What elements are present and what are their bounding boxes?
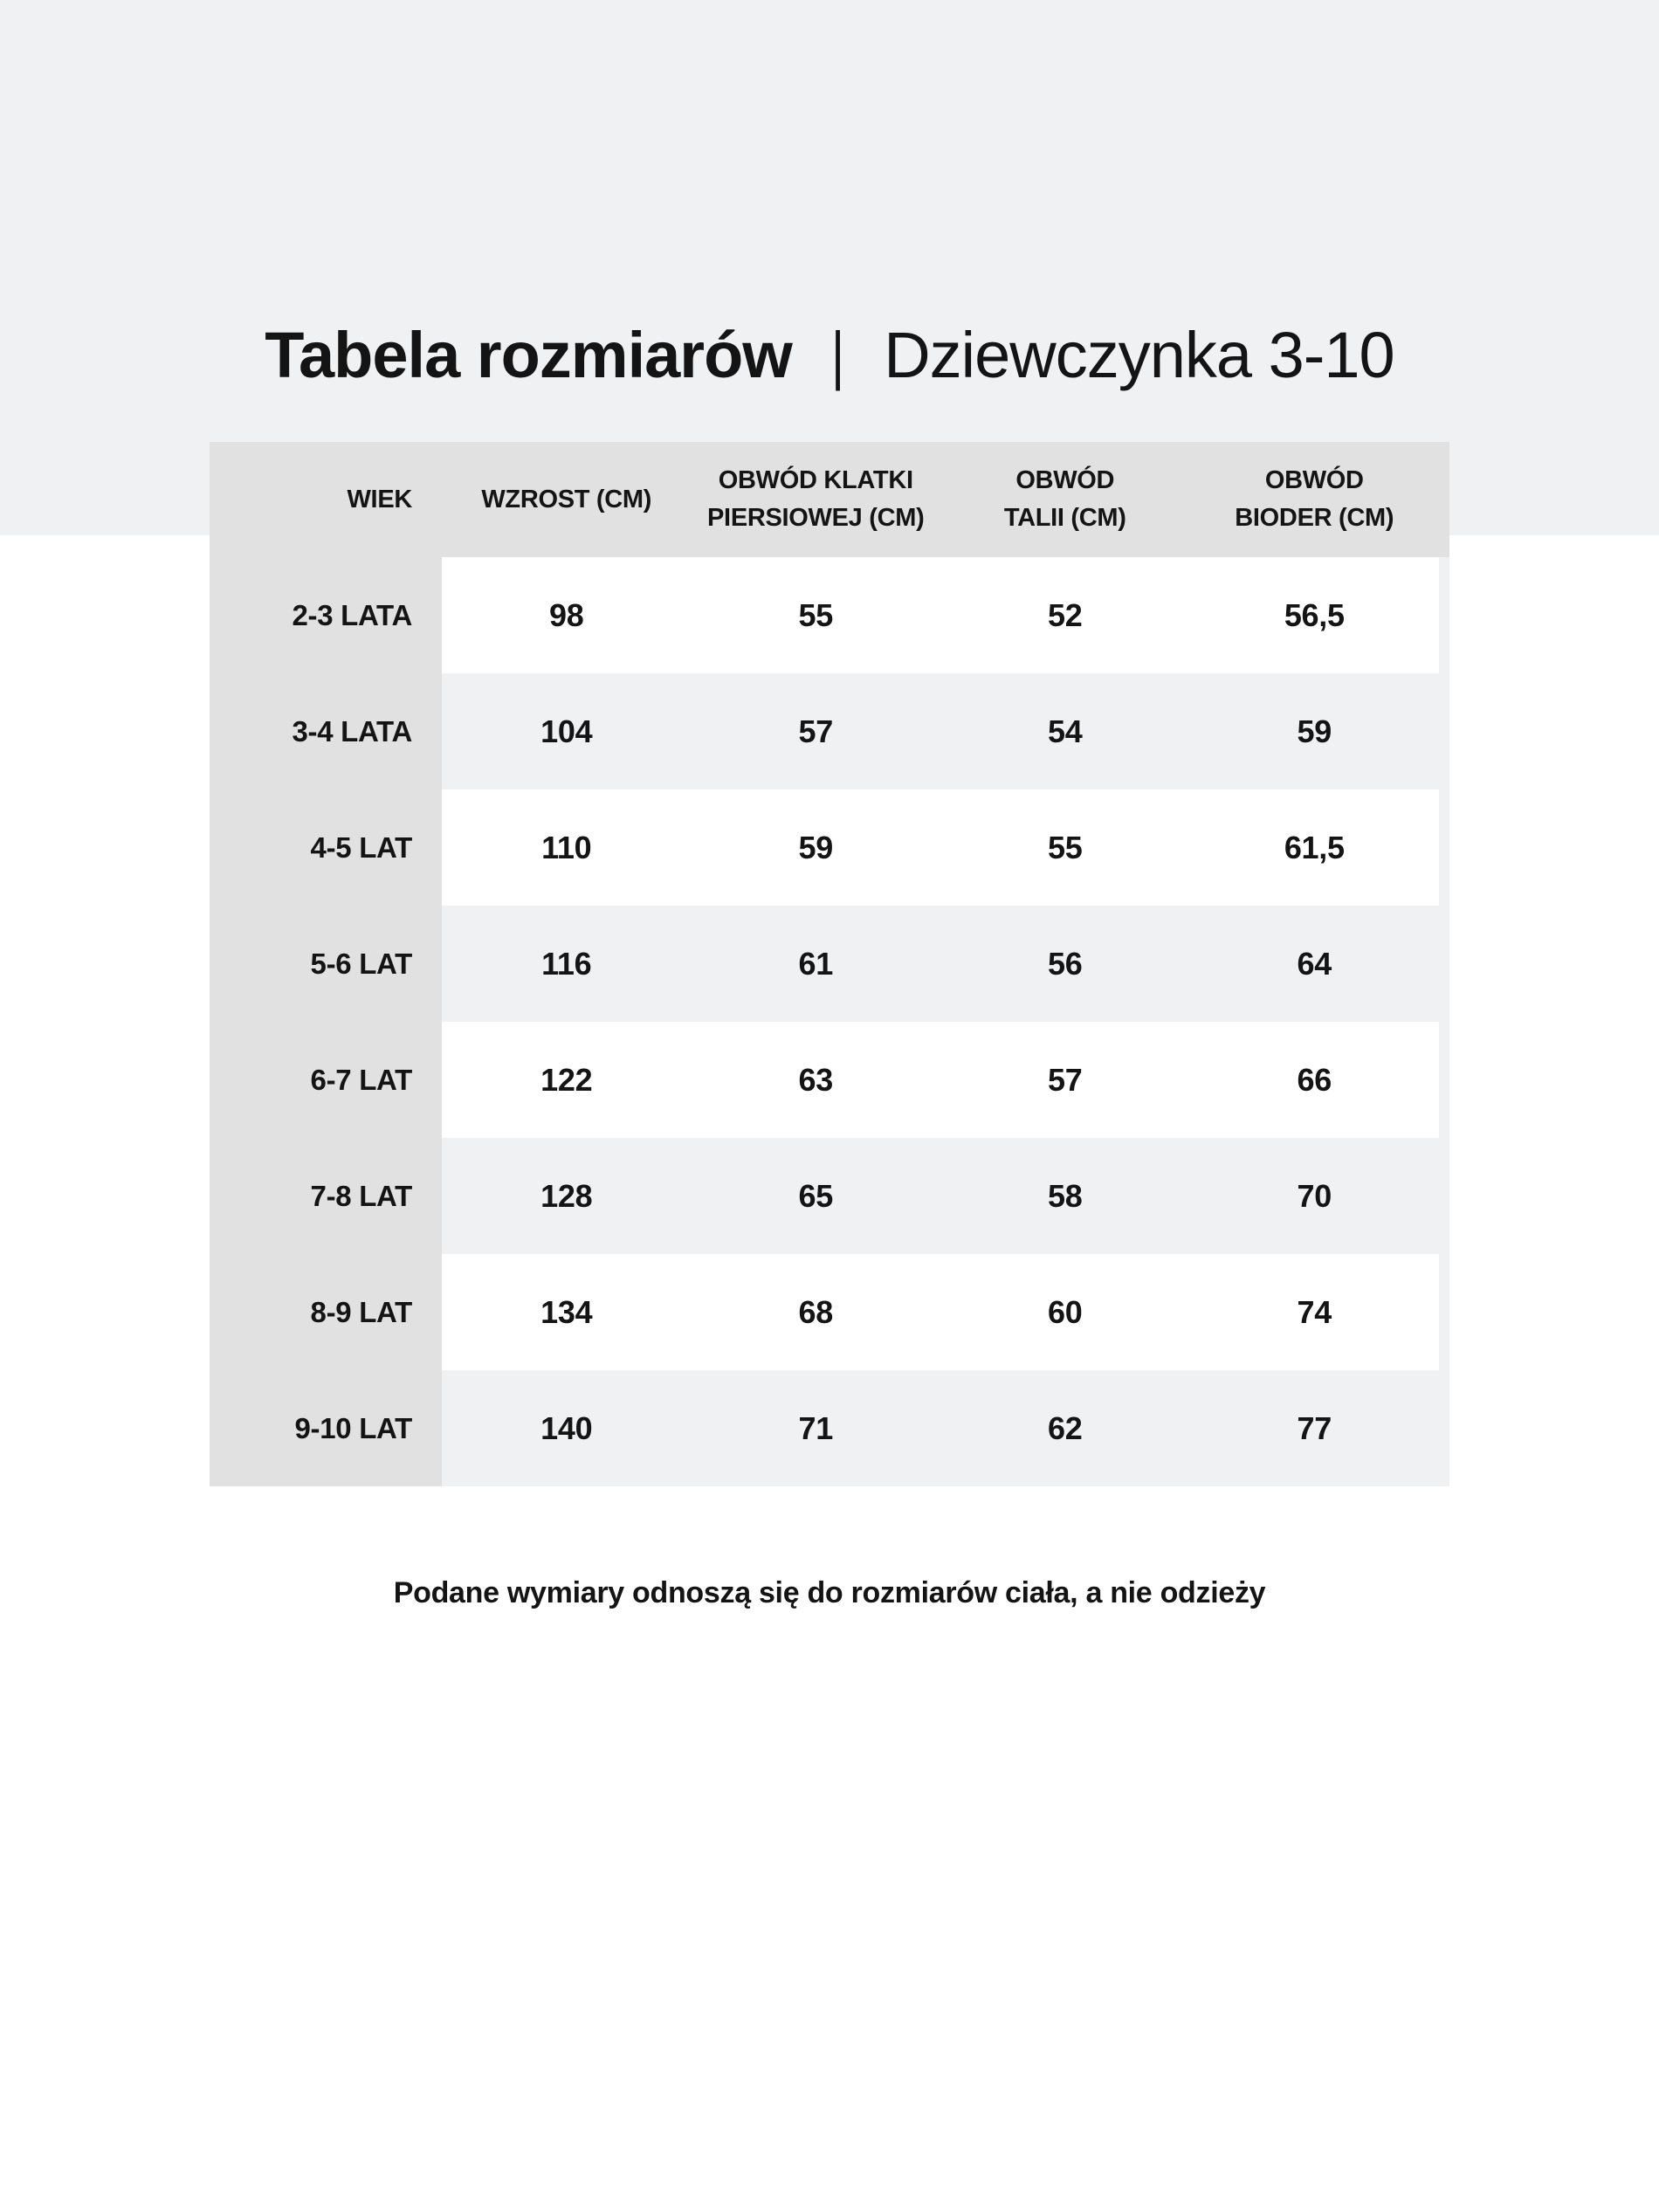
value-cell-chest: 57 <box>798 713 833 749</box>
header-label: WZROST (CM) <box>481 485 652 513</box>
header-cell-chest <box>692 442 941 557</box>
value-cell-hips: 70 <box>1297 1177 1332 1214</box>
value-cell-chest: 68 <box>798 1293 833 1330</box>
value-cell-chest: 65 <box>798 1177 833 1214</box>
value-cell-hips: 66 <box>1297 1061 1332 1098</box>
age-cell: 9-10 LAT <box>210 1370 442 1486</box>
age-cell: 4-5 LAT <box>210 789 442 906</box>
row-cells <box>442 906 1449 1022</box>
header-cell-hips <box>1190 442 1440 557</box>
value-cell-hips: 64 <box>1297 945 1332 982</box>
row-cells <box>442 1370 1449 1486</box>
value-cell-height: 116 <box>541 945 592 982</box>
table-row <box>210 1022 1449 1138</box>
age-cell: 3-4 LATA <box>210 673 442 789</box>
row-cells <box>442 1138 1449 1254</box>
table-row <box>210 906 1449 1022</box>
table-row <box>210 789 1449 906</box>
value-cell-chest: 71 <box>798 1409 833 1446</box>
header-label-line2: TALII (CM) <box>1003 504 1126 532</box>
value-cell-waist: 54 <box>1048 713 1083 749</box>
row-cells <box>442 673 1449 789</box>
header-label-line1: OBWÓD <box>1264 466 1364 494</box>
size-table <box>210 442 1449 1486</box>
row-cells <box>442 1022 1449 1138</box>
value-cell-hips: 61,5 <box>1284 829 1345 865</box>
header-label-line2: PIERSIOWEJ (CM) <box>707 504 925 532</box>
value-cell-hips: 59 <box>1297 713 1332 749</box>
value-cell-waist: 56 <box>1048 945 1083 982</box>
header-cells <box>442 442 1449 557</box>
table-row <box>210 673 1449 789</box>
value-cell-hips: 74 <box>1297 1293 1332 1330</box>
row-cells <box>442 1254 1449 1370</box>
header-cell-waist <box>940 442 1190 557</box>
title-separator: | <box>831 318 844 391</box>
value-cell-chest: 59 <box>798 829 833 865</box>
title-bold-part: Tabela rozmiarów <box>265 318 792 391</box>
value-cell-chest: 55 <box>798 596 833 633</box>
value-cell-waist: 55 <box>1048 829 1083 865</box>
row-cells <box>442 557 1449 673</box>
title-regular-part: Dziewczynka 3-10 <box>884 318 1394 391</box>
value-cell-height: 98 <box>549 596 584 633</box>
table-row <box>210 557 1449 673</box>
table-header-row <box>210 442 1449 557</box>
table-row <box>210 1254 1449 1370</box>
age-cell: 6-7 LAT <box>210 1022 442 1138</box>
value-cell-height: 140 <box>540 1409 593 1446</box>
value-cell-hips: 77 <box>1297 1409 1332 1446</box>
header-cell-height <box>442 442 692 557</box>
footnote: Podane wymiary odnoszą się do rozmiarów ciała, a nie odzieży <box>393 1576 1266 1609</box>
header-label-line1: OBWÓD KLATKI <box>718 466 913 494</box>
header-cell-age <box>210 442 442 557</box>
value-cell-height: 110 <box>541 829 592 865</box>
value-cell-waist: 57 <box>1048 1061 1083 1098</box>
value-cell-height: 122 <box>540 1061 593 1098</box>
header-label-line1: OBWÓD <box>1015 466 1115 494</box>
age-cell: 5-6 LAT <box>210 906 442 1022</box>
age-cell: 7-8 LAT <box>210 1138 442 1254</box>
row-cells <box>442 789 1449 906</box>
value-cell-height: 104 <box>540 713 593 749</box>
value-cell-waist: 58 <box>1048 1177 1083 1214</box>
value-cell-chest: 61 <box>798 945 833 982</box>
header-label: WIEK <box>347 485 412 513</box>
page-title <box>265 318 1394 391</box>
value-cell-height: 134 <box>540 1293 593 1330</box>
value-cell-height: 128 <box>540 1177 593 1214</box>
age-cell: 8-9 LAT <box>210 1254 442 1370</box>
table-row <box>210 1370 1449 1486</box>
age-cell: 2-3 LATA <box>210 557 442 673</box>
header-label-line2: BIODER (CM) <box>1235 504 1394 532</box>
value-cell-waist: 60 <box>1048 1293 1083 1330</box>
value-cell-waist: 62 <box>1048 1409 1083 1446</box>
value-cell-hips: 56,5 <box>1284 596 1345 633</box>
value-cell-waist: 52 <box>1048 596 1083 633</box>
table-row <box>210 1138 1449 1254</box>
value-cell-chest: 63 <box>798 1061 833 1098</box>
